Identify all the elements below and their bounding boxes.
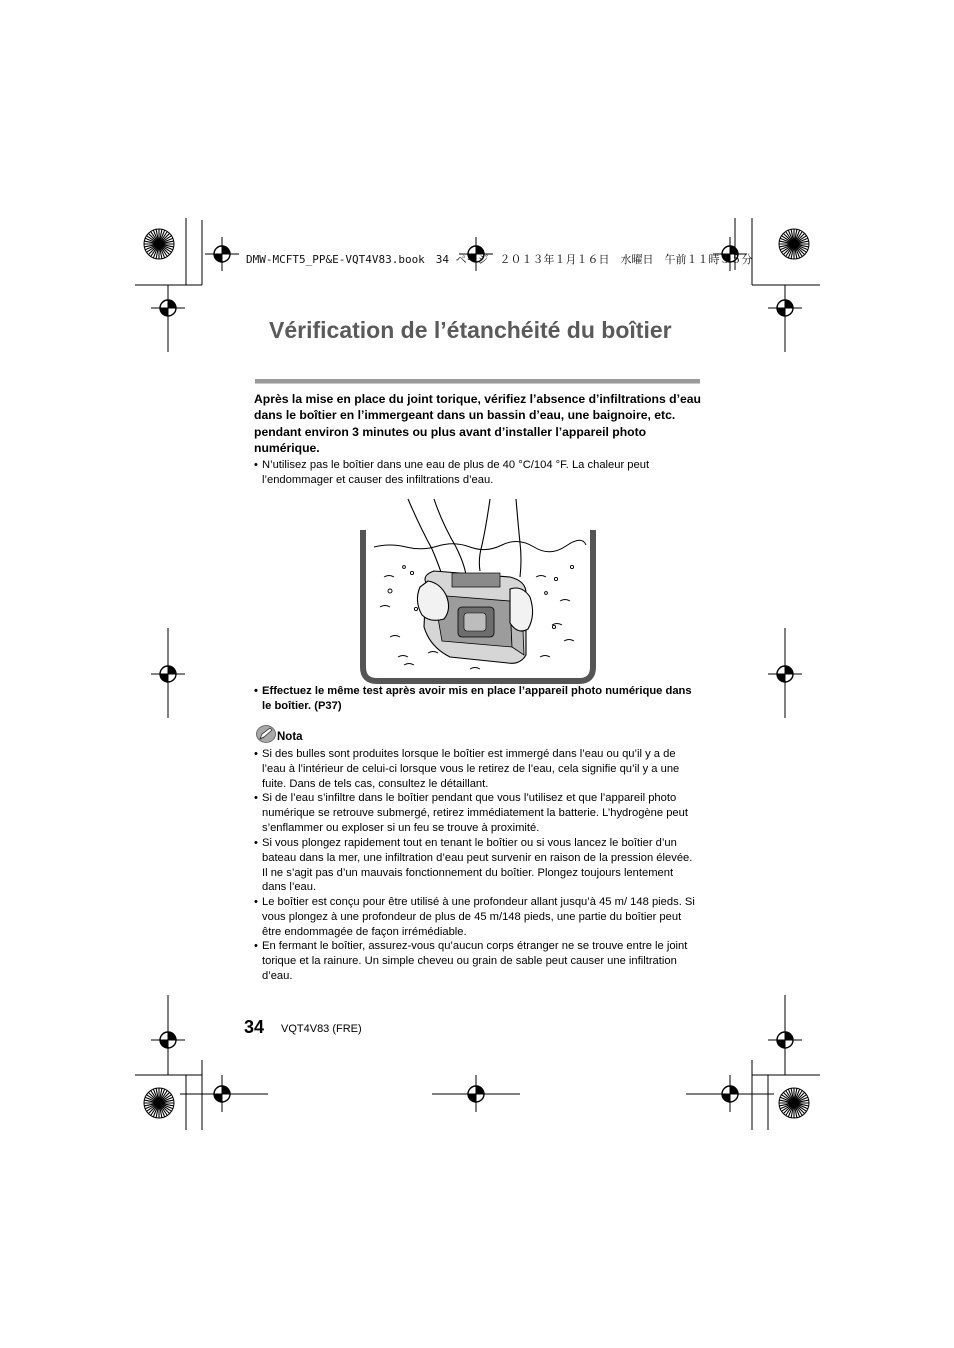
bullet-dot: • <box>254 685 258 697</box>
page-title: Vérification de l’étanchéité du boîtier <box>269 317 672 343</box>
note-item-bubbles <box>254 747 700 791</box>
bullet-test-with-camera <box>254 684 700 714</box>
title-rule <box>255 379 700 384</box>
bullet-text: Effectuez le même test après avoir mis en place l’appareil photo numérique dans le boîtier. (P37) <box>262 685 692 712</box>
note-text: En fermant le boîtier, assurez-vous qu’aucun corps étranger ne se trouve entre le joint torique et la rainure. Un simple cheveu ou grain de sable peut causer une infiltration d’eau. <box>262 940 688 982</box>
bullet-dot: • <box>254 837 258 849</box>
note-text: Si de l’eau s’infiltre dans le boîtier pendant que vous l’utilisez et que l’appareil photo numérique se retrouve submergé, retirez immédiatement la batterie. L’hydrogène peut s’enflammer ou exploser si un feu se trouve à proximité. <box>262 792 688 834</box>
note-text: Si vous plongez rapidement tout en tenant le boîtier ou si vous lancez le boîtier d’un bateau dans la mer, une infiltration d’eau peut survenir en raison de la pression élevée. Il ne s’agit pas d’un mauvais fonctionnement du boîtier. Plongez toujours lentement dans l’eau. <box>262 837 693 894</box>
note-item-foreign-matter <box>254 939 700 983</box>
note-text: Si des bulles sont produites lorsque le boîtier est immergé dans l’eau ou qu’il y a de l’eau à l’intérieur de celui-ci lorsque vous le retirez de l’eau, cela signifie qu’il y a une fuite. Dans de tels cas, consultez le détaillant. <box>262 748 680 790</box>
book-header: DMW-MCFT5_PP&E-VQT4V83.book 34 ページ ２０１３年１月１６日 水曜日 午前１１時３５分 <box>246 253 753 266</box>
bullet-dot: • <box>254 748 258 760</box>
document-reference: VQT4V83 (FRE) <box>281 1023 362 1035</box>
lead-paragraph: Après la mise en place du joint torique, vérifiez l’absence d’infiltrations d’eau dans le boîtier en l’immergeant dans un bassin d’eau, une baignoire, etc. pendant environ 3 minutes ou plus avant d’installer l’appareil photo numérique. <box>254 392 701 456</box>
bullet-dot: • <box>254 459 258 471</box>
note-text: Le boîtier est conçu pour être utilisé à une profondeur allant jusqu’à 45 m/ 148 pieds. Si vous plongez à une profondeur de plus de 45 m/148 pieds, une partie du boîtier peut être endommagée de façon irrémédiable. <box>262 896 695 938</box>
immersion-illustration <box>360 497 596 685</box>
page-number: 34 <box>244 1017 265 1037</box>
bullet-text: N’utilisez pas le boîtier dans une eau de plus de 40 °C/104 °F. La chaleur peut l’endommager et causer des infiltrations d’eau. <box>262 459 650 486</box>
bullet-dot: • <box>254 940 258 952</box>
note-item-depth <box>254 895 700 939</box>
bullet-dot: • <box>254 896 258 908</box>
note-item-battery <box>254 791 700 835</box>
note-pencil-icon <box>256 725 276 743</box>
note-item-pressure <box>254 836 700 895</box>
bullet-temperature <box>254 458 700 488</box>
nota-label: Nota <box>277 731 303 743</box>
bullet-dot: • <box>254 792 258 804</box>
